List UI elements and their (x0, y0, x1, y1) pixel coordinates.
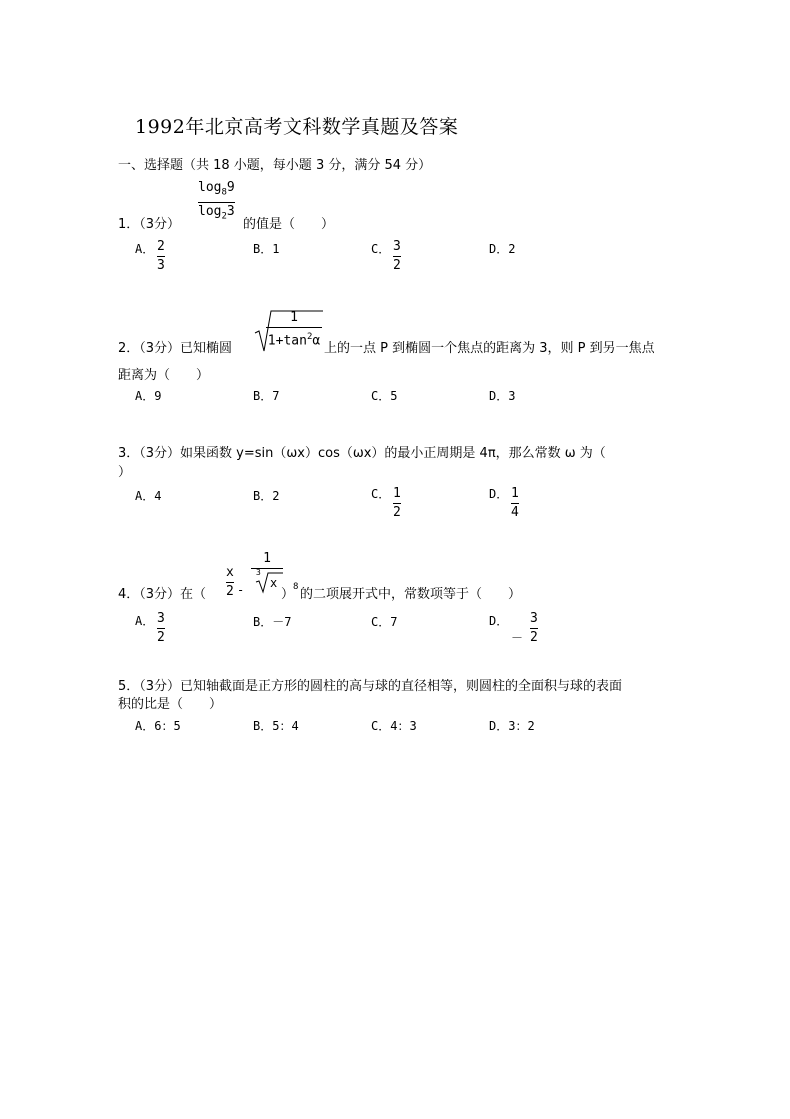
section-heading: 一、选择题（共 18 小题，每小题 3 分，满分 54 分） (118, 158, 432, 173)
option-d: D．3 (489, 389, 516, 403)
root-fraction: 1 $1+\tan^2\alpha$ (267, 310, 321, 349)
question-number: 1．（3分） (118, 217, 181, 232)
option-a: A．6：5 (135, 719, 181, 733)
question-stem: 3．（3分）如果函数 y=sin（ωx）cos（ωx）的最小正周期是 4π，那么常数 ω 为（ (118, 446, 606, 461)
option-d-fraction: 1 4 (511, 486, 519, 520)
option-d-sign: － (511, 631, 524, 645)
option-c-fraction: 3 2 (393, 239, 401, 273)
root-index: 3 (256, 568, 261, 577)
root-argument: x (270, 576, 278, 590)
question-stem-line2: 距离为（ ） (118, 368, 210, 383)
option-a: A．9 (135, 389, 162, 403)
option-c: C． (371, 487, 391, 501)
question-stem: 的二项展开式中，常数项等于（ ） (300, 587, 522, 602)
question-stem-line2: 积的比是（ ） (118, 697, 223, 712)
log-fraction: $\log_89$ $\log_23$ (198, 180, 235, 222)
question-number: 4．（3分）在（ (118, 587, 207, 602)
option-c-fraction: 1 2 (393, 486, 401, 520)
close-paren: ） (281, 587, 295, 602)
option-b: B．7 (253, 389, 280, 403)
option-d-fraction: 3 2 (530, 611, 538, 645)
cube-root-fraction: 1 (251, 552, 283, 585)
option-d: D． (489, 614, 509, 628)
option-c: C．4：3 (371, 719, 417, 733)
x-over-2-fraction: x 2 (226, 565, 234, 599)
option-c: C． (371, 242, 391, 256)
option-d: D． (489, 487, 509, 501)
option-a: A．4 (135, 489, 162, 503)
minus-sign: - (237, 583, 245, 597)
option-d: D．3：2 (489, 719, 535, 733)
fraction-bar (198, 202, 235, 203)
question-stem: 的值是（ ） (243, 217, 335, 232)
option-b: B．2 (253, 489, 280, 503)
option-a: A． (135, 242, 155, 256)
option-b: B．1 (253, 242, 280, 256)
option-a: A． (135, 614, 155, 628)
option-b: B．5：4 (253, 719, 299, 733)
question-stem: 5．（3分）已知轴截面是正方形的圆柱的高与球的直径相等，则圆柱的全面积与球的表面 (118, 679, 623, 694)
page-title: 1992年北京高考文科数学真题及答案 (135, 116, 459, 138)
option-c: C．5 (371, 389, 398, 403)
question-stem: 2．（3分）已知椭圆 (118, 341, 233, 356)
option-b: B．－7 (253, 615, 292, 629)
option-a-fraction: 3 2 (157, 611, 165, 645)
option-c: C．7 (371, 615, 398, 629)
option-a-fraction: 2 3 (157, 239, 165, 273)
exponent: 8 (293, 582, 299, 592)
option-d: D．2 (489, 242, 516, 256)
question-stem-line2: ） (118, 465, 132, 480)
question-stem-continued: 上的一点 P 到椭圆一个焦点的距离为 3，则 P 到另一焦点 (324, 341, 655, 356)
